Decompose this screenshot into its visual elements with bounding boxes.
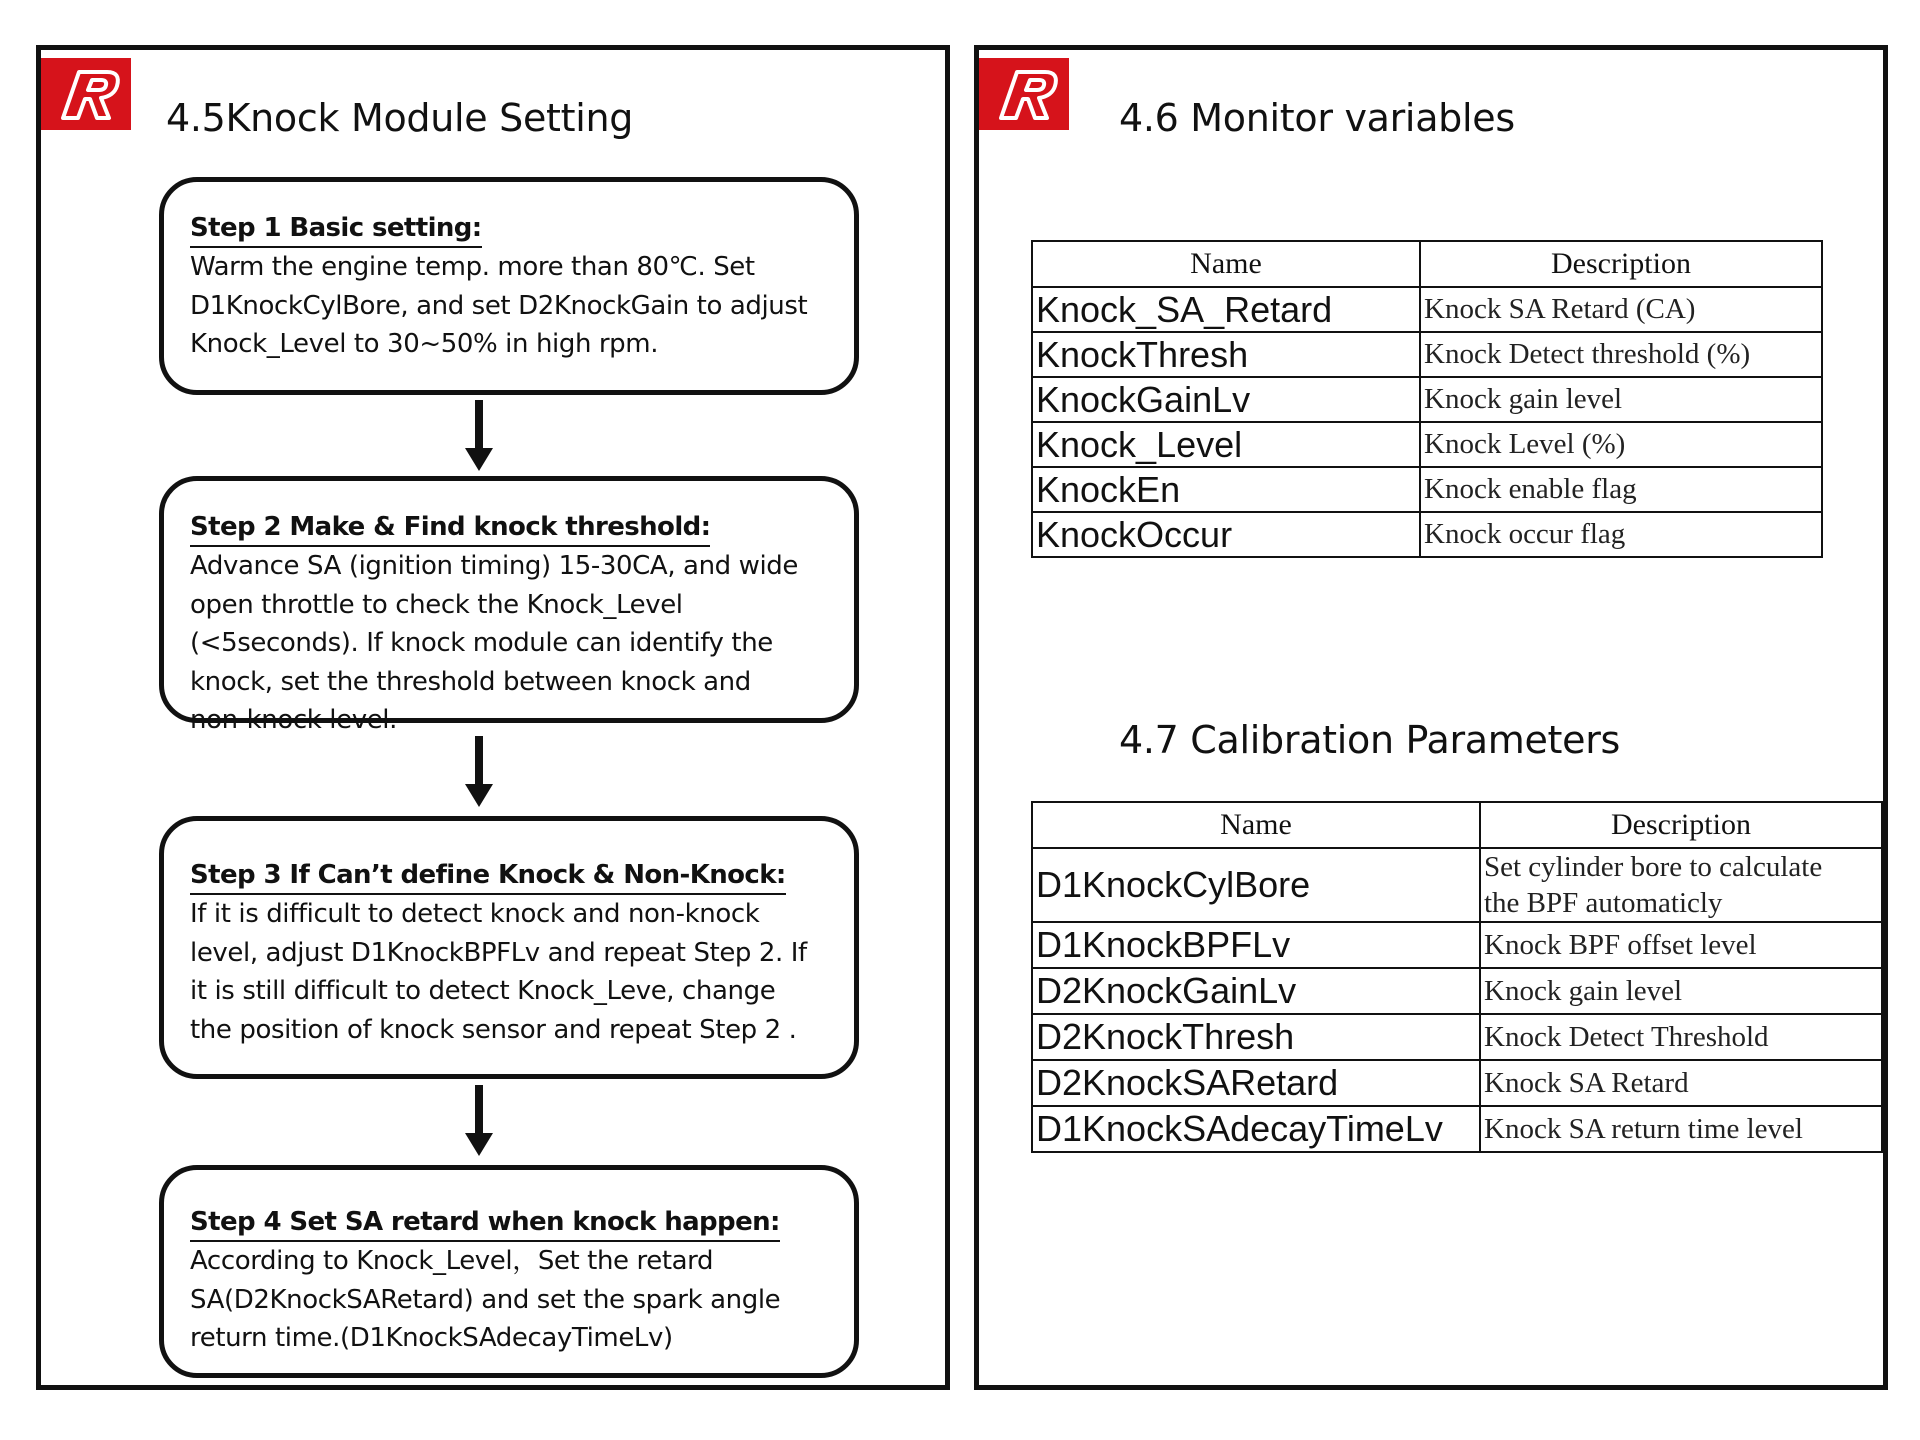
table-row	[1032, 1014, 1882, 1060]
step-title: Step 2 Make & Find knock threshold:	[190, 509, 710, 547]
variable-description: Knock gain level	[1420, 377, 1822, 422]
table-row	[1032, 968, 1882, 1014]
variable-description: Knock Detect threshold (%)	[1420, 332, 1822, 377]
parameter-name: D1KnockCylBore	[1032, 848, 1480, 922]
monitor-variables-table	[1031, 240, 1823, 558]
table-row	[1032, 377, 1822, 422]
table-row	[1032, 512, 1822, 557]
step-body-line: Advance SA (ignition timing) 15-30CA, and wide	[190, 551, 799, 581]
table-row	[1032, 467, 1822, 512]
step-body	[190, 248, 832, 364]
down-arrow-icon	[464, 400, 494, 472]
table-row	[1032, 1106, 1882, 1152]
step-body-line: Knock_Level to 30~50% in high rpm.	[190, 329, 659, 359]
step-title: Step 3 If Can’t define Knock & Non-Knock:	[190, 857, 786, 895]
parameter-name: D1KnockSAdecayTimeLv	[1032, 1106, 1480, 1152]
table-header-row	[1032, 241, 1822, 287]
variables-panel	[974, 45, 1888, 1390]
down-arrow-icon	[464, 736, 494, 808]
step-body-line: (<5seconds). If knock module can identify the	[190, 628, 773, 658]
parameter-description: Knock Detect Threshold	[1480, 1014, 1882, 1060]
parameter-name: D2KnockSARetard	[1032, 1060, 1480, 1106]
variable-description: Knock occur flag	[1420, 512, 1822, 557]
section-title-monitor: 4.6 Monitor variables	[1119, 96, 1515, 140]
r-logo-icon	[41, 58, 131, 130]
step-body-line: non-knock level.	[190, 705, 397, 735]
table-row	[1032, 922, 1882, 968]
step-title: Step 4 Set SA retard when knock happen:	[190, 1204, 780, 1242]
step-body-line: open throttle to check the Knock_Level	[190, 589, 683, 620]
parameter-name: D2KnockThresh	[1032, 1014, 1480, 1060]
step-box-1	[159, 177, 859, 395]
column-header-name: Name	[1032, 802, 1480, 848]
table-row	[1032, 287, 1822, 332]
step-body	[190, 1242, 832, 1358]
variable-name: KnockEn	[1032, 467, 1420, 512]
step-body-line: According to Knock_Level，Set the retard	[190, 1246, 714, 1276]
down-arrow-icon	[464, 1085, 494, 1157]
table-header-row	[1032, 802, 1882, 848]
table-row	[1032, 422, 1822, 467]
step-body-line: D1KnockCylBore, and set D2KnockGain to adjust	[190, 290, 808, 321]
variable-name: KnockGainLv	[1032, 377, 1420, 422]
calibration-parameters-table	[1031, 801, 1883, 1153]
step-body-line: SA(D2KnockSARetard) and set the spark angle	[190, 1284, 781, 1315]
step-body-line: the position of knock sensor and repeat Step 2 .	[190, 1014, 797, 1045]
table-row	[1032, 1060, 1882, 1106]
step-title: Step 1 Basic setting:	[190, 210, 482, 248]
step-body-line: return time.(D1KnockSAdecayTimeLv)	[190, 1323, 673, 1353]
step-body-line: knock, set the threshold between knock and	[190, 666, 751, 697]
variable-description: Knock Level (%)	[1420, 422, 1822, 467]
step-box-2	[159, 476, 859, 735]
parameter-description: Knock gain level	[1480, 968, 1882, 1014]
variable-name: KnockThresh	[1032, 332, 1420, 377]
column-header-name: Name	[1032, 241, 1420, 287]
variable-name: KnockOccur	[1032, 512, 1420, 557]
parameter-description: Knock SA return time level	[1480, 1106, 1882, 1152]
section-title-calibration: 4.7 Calibration Parameters	[1119, 718, 1621, 762]
step-body-line: it is still difficult to detect Knock_Leve, change	[190, 976, 776, 1006]
column-header-description: Description	[1420, 241, 1822, 287]
step-body-line: level, adjust D1KnockBPFLv and repeat Step 2. If	[190, 937, 807, 968]
step-body-line: Warm the engine temp. more than 80℃. Set	[190, 252, 755, 282]
knock-module-setting-panel	[36, 45, 950, 1390]
step-body	[190, 547, 832, 740]
variable-description: Knock SA Retard (CA)	[1420, 287, 1822, 332]
table-row	[1032, 332, 1822, 377]
step-body	[190, 895, 832, 1049]
parameter-description-line: Set cylinder bore to calculate	[1484, 851, 1823, 883]
parameter-name: D1KnockBPFLv	[1032, 922, 1480, 968]
parameter-description	[1480, 848, 1882, 922]
step-box-4	[159, 1165, 859, 1378]
section-title-knock-module: 4.5Knock Module Setting	[166, 96, 634, 140]
step-box-3	[159, 816, 859, 1079]
parameter-description: Knock BPF offset level	[1480, 922, 1882, 968]
variable-name: Knock_Level	[1032, 422, 1420, 467]
r-logo-icon	[979, 58, 1069, 130]
column-header-description: Description	[1480, 802, 1882, 848]
parameter-description-line: the BPF automaticly	[1484, 887, 1723, 919]
parameter-description: Knock SA Retard	[1480, 1060, 1882, 1106]
variable-description: Knock enable flag	[1420, 467, 1822, 512]
variable-name: Knock_SA_Retard	[1032, 287, 1420, 332]
parameter-name: D2KnockGainLv	[1032, 968, 1480, 1014]
step-body-line: If it is difficult to detect knock and non-knock	[190, 899, 760, 929]
table-row	[1032, 848, 1882, 922]
